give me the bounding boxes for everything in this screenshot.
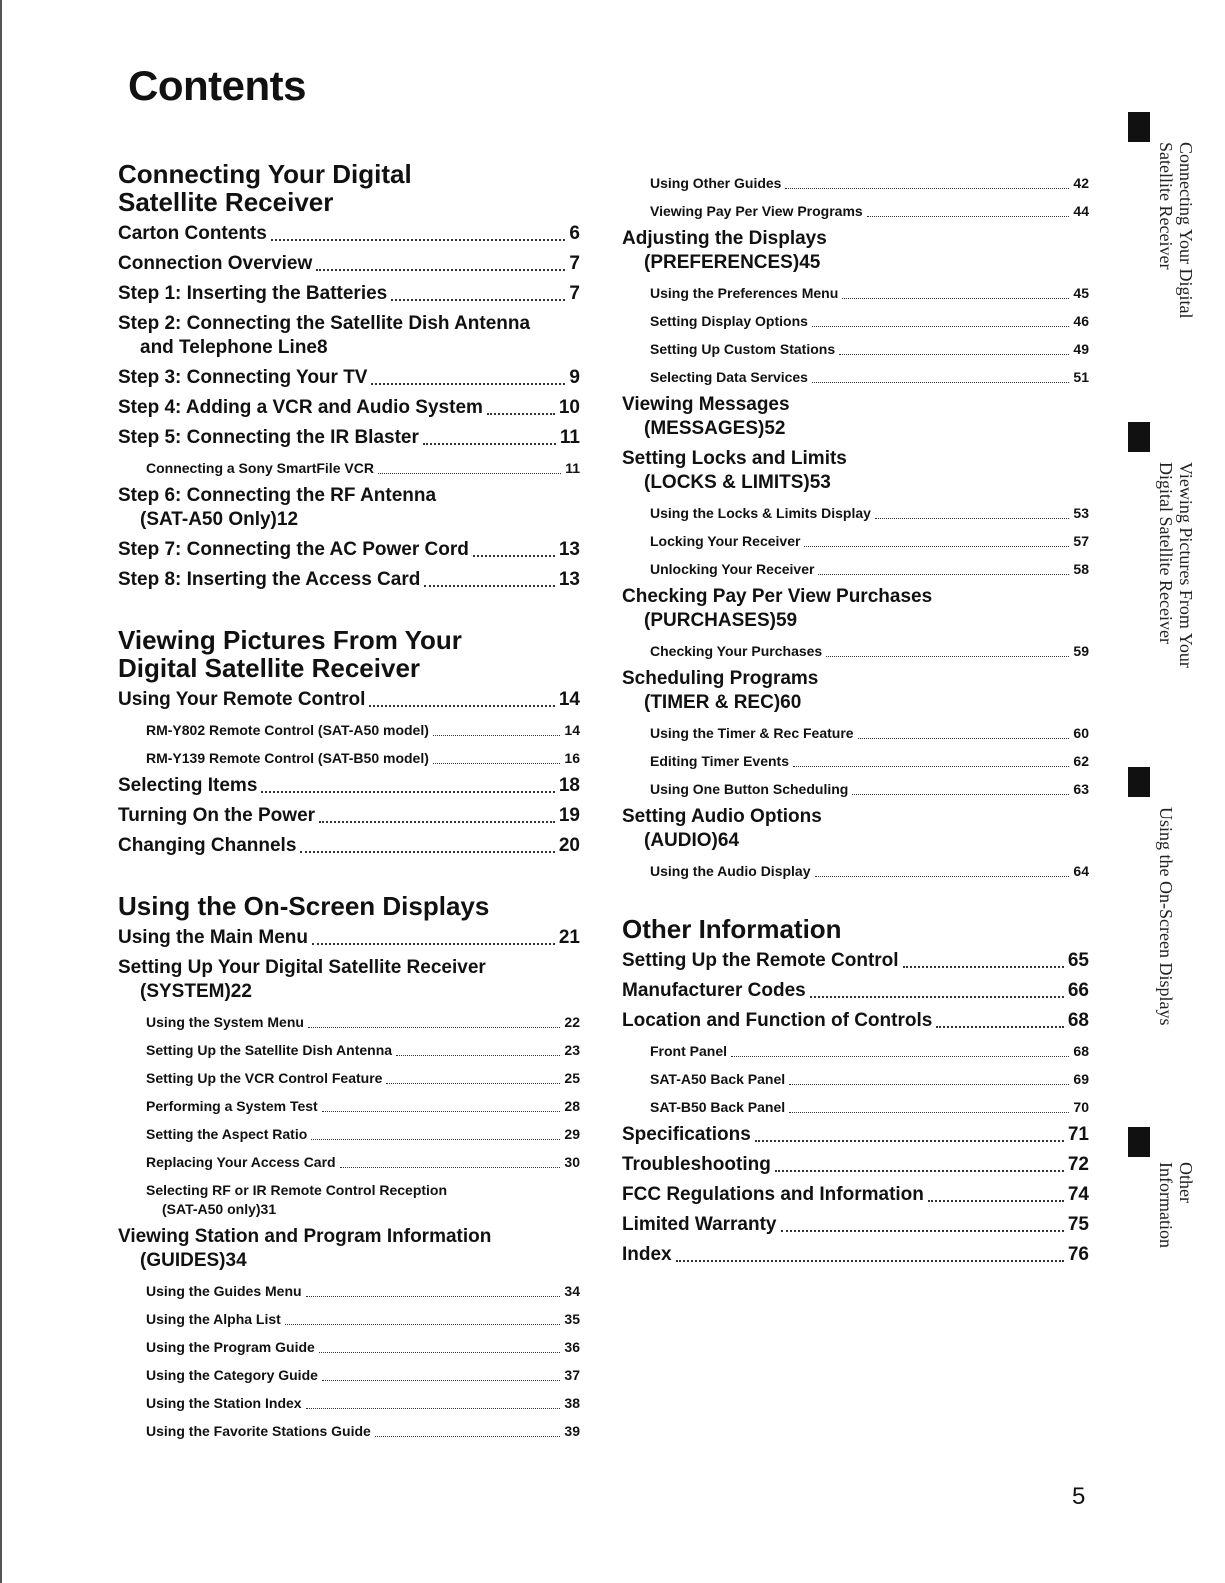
entry-label: Step 3: Connecting Your TV [118,367,368,388]
side-tab-label: Using the On-Screen Displays [1156,807,1176,1026]
entry-label-continued: (SAT-A50 Only) [140,509,277,530]
entry-label: Selecting Items [118,775,258,796]
toc-subentry [622,174,1089,193]
entry-page-number: 30 [564,1154,580,1170]
entry-label-continued: (GUIDES) [140,1250,226,1271]
dot-leader [312,943,555,945]
entry-label: Turning On the Power [118,805,316,826]
entry-page-number: 64 [717,830,740,851]
dot-leader [424,585,555,587]
dot-leader [306,1408,561,1409]
entry-page-number: 72 [1067,1154,1089,1175]
section-title: Viewing Pictures From Your Digital Satellite Receiver [118,625,462,683]
entry-page-number: 22 [564,1014,580,1030]
side-tab-label: Other Information [1156,1162,1196,1248]
toc-subentry [622,642,1089,661]
tab-marker [1128,112,1150,142]
entry-page-number: 22 [230,981,252,1002]
entry-label: Setting Up the Satellite Dish Antenna [146,1042,393,1058]
entry-page-number: 44 [1073,203,1089,219]
toc-entry [118,312,580,360]
toc-subentry [118,1041,580,1060]
entry-label: Checking Your Purchases [650,643,823,659]
entry-label: Step 6: Connecting the RF Antenna [118,485,437,506]
entry-label: Using Other Guides [650,175,782,191]
entry-page-number: 16 [564,750,580,766]
dot-leader [487,413,555,415]
dot-leader [936,1026,1064,1028]
dot-leader [300,851,554,853]
entry-page-number: 45 [799,252,821,273]
toc-subentry [622,1070,1089,1089]
dot-leader [852,794,1069,795]
toc-entry [118,222,580,246]
entry-label: Performing a System Test [146,1098,318,1114]
entry-page-number: 34 [225,1250,247,1271]
dot-leader [322,1111,561,1112]
dot-leader [731,1056,1069,1057]
entry-label: Connection Overview [118,253,313,274]
toc-subentry [622,312,1089,331]
entry-page-number: 20 [558,835,580,856]
entry-label-continued: (PREFERENCES) [644,252,800,273]
entry-label: Step 8: Inserting the Access Card [118,569,421,590]
dot-leader [789,1112,1069,1113]
entry-label: Using the Program Guide [146,1339,315,1355]
toc-subentry [118,1310,580,1329]
dot-leader [875,518,1069,519]
entry-page-number: 28 [564,1098,580,1114]
toc-subentry [622,780,1089,799]
entry-label-continued: (SYSTEM) [140,981,231,1002]
dot-leader [928,1200,1064,1202]
entry-page-number: 58 [1073,561,1089,577]
dot-leader [903,966,1064,968]
dot-leader [306,1296,561,1297]
toc-subentry [622,560,1089,579]
entry-label: Using the Locks & Limits Display [650,505,871,521]
toc-subentry [622,532,1089,551]
toc-subentry [118,1338,580,1357]
dot-leader [271,239,566,241]
toc-subentry [118,1153,580,1172]
toc-left-column [118,160,580,1475]
entry-label-continued: (PURCHASES) [644,610,776,631]
toc-subentry [622,724,1089,743]
entry-label: Replacing Your Access Card [146,1154,336,1170]
toc-subentry [118,721,580,740]
toc-entry [118,926,580,950]
toc-entry [622,1123,1089,1147]
scan-edge [0,0,2,1583]
entry-page-number: 65 [1067,950,1089,971]
entry-label: Front Panel [650,1043,728,1059]
entry-label: Location and Function of Controls [622,1010,933,1031]
section-title: Connecting Your Digital Satellite Receiver [118,159,412,217]
dot-leader [785,188,1069,189]
entry-page-number: 10 [558,397,580,418]
toc-subentry [118,1125,580,1144]
toc-subentry [118,1394,580,1413]
toc-entry [118,804,580,828]
toc-entry [118,252,580,276]
entry-label: Connecting a Sony SmartFile VCR [146,460,374,476]
toc-entry [622,393,1089,441]
entry-label: Viewing Station and Program Information [118,1226,492,1247]
dot-leader [826,656,1069,657]
entry-page-number: 59 [775,610,798,631]
entry-page-number: 62 [1073,753,1089,769]
entry-label: Selecting Data Services [650,369,808,385]
dot-leader [810,996,1064,998]
dot-leader [818,574,1069,575]
toc-subentry [118,1282,580,1301]
dot-leader [433,735,561,736]
entry-page-number: 70 [1073,1099,1089,1115]
dot-leader [867,216,1070,217]
toc-section [622,915,1089,1267]
entry-page-number: 35 [564,1311,580,1327]
entry-page-number: 14 [558,689,580,710]
toc-section [118,626,580,858]
entry-page-number: 52 [764,418,786,439]
entry-label: Step 5: Connecting the IR Blaster [118,427,419,448]
entry-label: Setting Audio Options [622,806,822,827]
dot-leader [261,791,554,793]
tab-marker [1128,1127,1150,1157]
entry-label: SAT-B50 Back Panel [650,1099,786,1115]
dot-leader [391,299,565,301]
entry-label: Using the Timer & Rec Feature [650,725,854,741]
toc-subentry [622,504,1089,523]
toc-subentry [118,749,580,768]
dot-leader [371,383,565,385]
dot-leader [285,1324,561,1325]
entry-page-number: 23 [564,1042,580,1058]
dot-leader [473,555,555,557]
entry-page-number: 11 [559,427,580,448]
toc-section [118,892,580,1441]
dot-leader [676,1260,1064,1262]
toc-subentry [118,1097,580,1116]
entry-page-number: 8 [317,337,328,358]
side-tab-label: Viewing Pictures From Your Digital Satellite Receiver [1156,462,1196,668]
section-title: Other Information [622,914,842,944]
entry-page-number: 37 [564,1367,580,1383]
toc-entry [622,1153,1089,1177]
entry-label: Selecting RF or IR Remote Control Reception [146,1182,448,1198]
entry-label-continued: (AUDIO) [644,830,718,851]
entry-label: Using the Station Index [146,1395,302,1411]
toc-entry [622,805,1089,853]
entry-page-number: 38 [564,1395,580,1411]
entry-page-number: 34 [564,1283,580,1299]
entry-page-number: 60 [1073,725,1089,741]
dot-leader [316,269,565,271]
entry-label: Using the Preferences Menu [650,285,839,301]
toc-subentry [622,368,1089,387]
entry-page-number: 29 [564,1126,580,1142]
entry-label-continued: and Telephone Line [140,337,317,358]
entry-label: Using the Main Menu [118,927,308,948]
entry-page-number: 69 [1073,1071,1089,1087]
toc-entry [622,447,1089,495]
toc-entry [622,1009,1089,1033]
entry-page-number: 66 [1067,980,1089,1001]
toc-entry [622,1243,1089,1267]
dot-leader [308,1027,561,1028]
entry-page-number: 11 [565,460,580,476]
toc-entry [118,396,580,420]
entry-label: Locking Your Receiver [650,533,801,549]
toc-entry [118,568,580,592]
entry-page-number: 6 [569,223,580,244]
entry-label: Using the Category Guide [146,1367,318,1383]
entry-page-number: 68 [1067,1010,1089,1031]
entry-page-number: 64 [1073,863,1089,879]
entry-page-number: 76 [1067,1244,1089,1265]
entry-page-number: 13 [558,539,580,560]
toc-entry [622,949,1089,973]
entry-page-number: 21 [558,927,580,948]
toc-subentry [118,459,580,478]
toc-entry [622,667,1089,715]
entry-page-number: 71 [1067,1124,1089,1145]
toc-entry [622,1183,1089,1207]
toc-subentry [118,1069,580,1088]
entry-label: Using One Button Scheduling [650,781,849,797]
toc-entry [622,585,1089,633]
entry-page-number: 60 [780,692,802,713]
entry-label: Using Your Remote Control [118,689,366,710]
entry-page-number: 39 [564,1423,580,1439]
toc-section [118,160,580,592]
entry-page-number: 9 [569,367,580,388]
section-tabs [1128,112,1196,1248]
entry-page-number: 59 [1073,643,1089,659]
toc-subentry [622,1098,1089,1117]
entry-page-number: 53 [809,472,831,493]
toc-subentry [622,752,1089,771]
entry-page-number: 45 [1073,285,1089,301]
entry-label-continued: (SAT-A50 only) [162,1201,261,1217]
toc-right-column [622,165,1089,1301]
entry-page-number: 25 [564,1070,580,1086]
entry-label: FCC Regulations and Information [622,1184,924,1205]
toc-entry [118,366,580,390]
entry-page-number: 57 [1073,533,1089,549]
entry-label: SAT-A50 Back Panel [650,1071,786,1087]
entry-label: Scheduling Programs [622,668,819,689]
dot-leader [755,1140,1064,1142]
entry-page-number: 7 [569,283,580,304]
dot-leader [396,1055,560,1056]
entry-label-continued: (LOCKS & LIMITS) [644,472,810,493]
entry-label: Specifications [622,1124,751,1145]
dot-leader [319,1352,561,1353]
entry-page-number: 51 [1073,369,1089,385]
toc-entry [118,774,580,798]
toc-entry [622,1213,1089,1237]
entry-page-number: 36 [564,1339,580,1355]
dot-leader [842,298,1069,299]
entry-label: Carton Contents [118,223,267,244]
entry-page-number: 7 [569,253,580,274]
toc-entry [118,484,580,532]
entry-page-number: 46 [1073,313,1089,329]
dot-leader [378,473,561,474]
dot-leader [804,546,1069,547]
entry-label: Step 2: Connecting the Satellite Dish Antenna [118,313,531,334]
entry-page-number: 19 [558,805,580,826]
entry-label: Using the System Menu [146,1014,304,1030]
toc-subentry [118,1422,580,1441]
dot-leader [375,1436,561,1437]
entry-label: Editing Timer Events [650,753,789,769]
entry-label: Viewing Messages [622,394,790,415]
entry-label: Setting the Aspect Ratio [146,1126,308,1142]
entry-page-number: 53 [1073,505,1089,521]
entry-label: Setting Display Options [650,313,808,329]
entry-label-continued: (MESSAGES) [644,418,765,439]
toc-subentry [622,284,1089,303]
entry-label: Setting Up Your Digital Satellite Receiver [118,957,486,978]
toc-subentry [118,1366,580,1385]
entry-label: Using the Guides Menu [146,1283,302,1299]
entry-label: Setting Up the VCR Control Feature [146,1070,383,1086]
entry-page-number: 14 [564,722,580,738]
entry-page-number: 68 [1073,1043,1089,1059]
toc-subentry [622,340,1089,359]
toc-entry [118,834,580,858]
toc-entry [118,282,580,306]
entry-label: Viewing Pay Per View Programs [650,203,863,219]
toc-section [622,174,1089,881]
entry-page-number: 75 [1067,1214,1089,1235]
tab-marker [1128,767,1150,797]
entry-label: Troubleshooting [622,1154,771,1175]
entry-label: RM-Y802 Remote Control (SAT-A50 model) [146,722,429,738]
entry-page-number: 31 [260,1201,277,1217]
entry-label: Limited Warranty [622,1214,777,1235]
toc-subentry [118,1013,580,1032]
dot-leader [839,354,1069,355]
toc-entry [118,426,580,450]
dot-leader [775,1170,1064,1172]
toc-entry [622,979,1089,1003]
dot-leader [423,443,556,445]
entry-page-number: 63 [1073,781,1089,797]
entry-label: Adjusting the Displays [622,228,827,249]
entry-page-number: 49 [1073,341,1089,357]
dot-leader [369,705,554,707]
entry-label: Using the Alpha List [146,1311,281,1327]
entry-page-number: 18 [558,775,580,796]
page-number: 5 [1072,1483,1086,1510]
entry-label: Unlocking Your Receiver [650,561,815,577]
toc-entry [118,1225,580,1273]
entry-label: Step 4: Adding a VCR and Audio System [118,397,483,418]
entry-label: Checking Pay Per View Purchases [622,586,933,607]
toc-entry [118,956,580,1004]
entry-page-number: 12 [276,509,299,530]
entry-label: Setting Locks and Limits [622,448,847,469]
dot-leader [815,876,1070,877]
toc-subentry [622,202,1089,221]
toc-entry [622,227,1089,275]
toc-subentry [622,862,1089,881]
entry-label: Manufacturer Codes [622,980,806,1001]
side-tab-label: Connecting Your Digital Satellite Receiver [1156,142,1196,319]
entry-label: Setting Up Custom Stations [650,341,836,357]
entry-label: Using the Audio Display [650,863,811,879]
entry-label: RM-Y139 Remote Control (SAT-B50 model) [146,750,429,766]
dot-leader [322,1380,561,1381]
dot-leader [340,1167,561,1168]
entry-label-continued: (TIMER & REC) [644,692,781,713]
dot-leader [812,326,1070,327]
dot-leader [793,766,1069,767]
toc-entry [118,688,580,712]
dot-leader [433,763,561,764]
toc-subentry [118,1181,580,1219]
tab-marker [1128,422,1150,452]
dot-leader [311,1139,560,1140]
entry-label: Step 7: Connecting the AC Power Cord [118,539,469,560]
entry-label: Step 1: Inserting the Batteries [118,283,388,304]
section-title: Using the On-Screen Displays [118,891,490,921]
dot-leader [319,821,555,823]
dot-leader [781,1230,1064,1232]
toc-subentry [622,1042,1089,1061]
dot-leader [386,1083,560,1084]
entry-label: Changing Channels [118,835,297,856]
entry-label: Index [622,1244,672,1265]
toc-entry [118,538,580,562]
dot-leader [789,1084,1069,1085]
entry-page-number: 74 [1067,1184,1089,1205]
entry-label: Using the Favorite Stations Guide [146,1423,371,1439]
entry-page-number: 13 [558,569,580,590]
entry-label: Setting Up the Remote Control [622,950,899,971]
dot-leader [858,738,1070,739]
page-title: Contents [128,62,306,109]
dot-leader [812,382,1069,383]
entry-page-number: 42 [1073,175,1089,191]
